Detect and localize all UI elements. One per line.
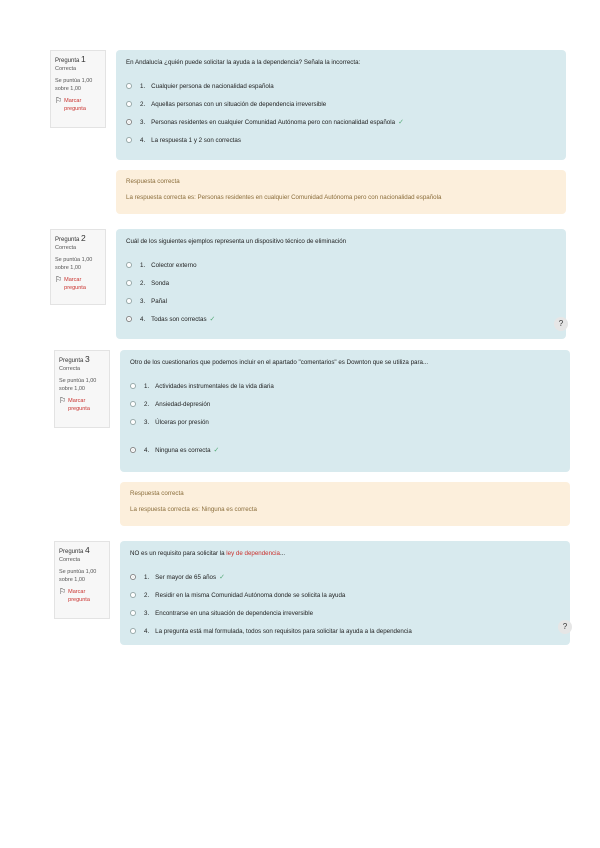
answer-option-3[interactable]: 3. Encontrarse en una situación de dependencia irreversible [130, 604, 560, 622]
question-state: Correcta [55, 66, 77, 72]
answer-option-1[interactable]: 1. Ser mayor de 65 años ✓ [130, 568, 560, 586]
check-circle-icon: ✓ [209, 316, 216, 323]
answer-option-1[interactable]: 1. Cualquier persona de nacionalidad española [126, 77, 556, 95]
question-state: Correcta [59, 366, 81, 372]
flag-question-link[interactable]: ⚐ Marcar pregunta [59, 587, 90, 603]
flag-icon: ⚐ [59, 587, 67, 596]
question-text: NO es un requisito para solicitar la ley de dependencia... [130, 550, 286, 557]
flag-icon: ⚐ [59, 396, 67, 405]
highlight-link[interactable]: ley de dependencia [226, 550, 280, 557]
feedback-title: Respuesta correcta [126, 178, 180, 185]
question-info-3 [54, 350, 110, 428]
radio-button[interactable] [126, 137, 132, 143]
check-circle-icon: ✓ [213, 447, 220, 454]
radio-button[interactable] [126, 83, 132, 89]
radio-button[interactable] [126, 101, 132, 107]
radio-button-selected[interactable] [126, 316, 132, 322]
radio-button[interactable] [130, 610, 136, 616]
flag-icon: ⚐ [55, 96, 63, 105]
answer-option-1[interactable]: 1. Actividades instrumentales de la vida diaria [130, 377, 560, 395]
feedback-text: La respuesta correcta es: Personas residentes en cualquier Comunidad Autónoma pero con nacionalidad española [126, 194, 442, 201]
question-state: Correcta [59, 557, 81, 563]
radio-button[interactable] [130, 628, 136, 634]
question-text: Cuál de los siguientes ejemplos representa un dispositivo técnico de eliminación [126, 238, 347, 245]
answer-option-1[interactable]: 1. Colector externo [126, 256, 556, 274]
question-state: Correcta [55, 245, 77, 251]
question-box-3 [120, 350, 570, 472]
help-icon[interactable]: ? [558, 620, 572, 634]
radio-button[interactable] [130, 592, 136, 598]
feedback-box-1 [116, 170, 566, 214]
question-number: Pregunta 4 [59, 545, 90, 555]
answer-option-3[interactable]: 3. Pañal [126, 292, 556, 310]
radio-button[interactable] [126, 280, 132, 286]
question-text: Otro de los cuestionarios que podemos incluir en el apartado "comentarios" es Downton que se utiliza para... [130, 359, 429, 366]
flag-question-link[interactable]: ⚐ Marcar pregunta [55, 96, 86, 112]
answer-option-4[interactable]: 4. La respuesta 1 y 2 son correctas [126, 131, 556, 149]
radio-button[interactable] [130, 419, 136, 425]
answer-option-2[interactable]: 2. Aquellas personas con un situación de dependencia irreversible [126, 95, 556, 113]
radio-button[interactable] [126, 262, 132, 268]
help-icon[interactable]: ? [554, 317, 568, 331]
radio-button-selected[interactable] [126, 119, 132, 125]
radio-button[interactable] [126, 298, 132, 304]
feedback-title: Respuesta correcta [130, 490, 184, 497]
question-grade: Se puntúa 1,00 sobre 1,00 [55, 78, 93, 92]
answer-option-4[interactable]: 4. Ninguna es correcta ✓ [130, 441, 560, 459]
question-grade: Se puntúa 1,00 sobre 1,00 [59, 569, 97, 583]
answer-option-4[interactable]: 4. La pregunta está mal formulada, todos son requisitos para solicitar la ayuda a la dependencia [130, 622, 560, 640]
radio-button[interactable] [130, 383, 136, 389]
feedback-box-3 [120, 482, 570, 526]
question-info-1 [50, 50, 106, 128]
question-text: En Andalucía ¿quién puede solicitar la ayuda a la dependencia? Señala la incorrecta: [126, 59, 361, 66]
answer-option-2[interactable]: 2. Residir en la misma Comunidad Autónoma donde se solicita la ayuda [130, 586, 560, 604]
question-box-4 [120, 541, 570, 645]
question-box-2 [116, 229, 566, 339]
question-number: Pregunta 1 [55, 54, 86, 64]
check-circle-icon: ✓ [398, 119, 404, 126]
radio-button[interactable] [130, 401, 136, 407]
radio-button-selected[interactable] [130, 447, 136, 453]
answer-option-3[interactable]: 3. Úlceras por presión [130, 413, 560, 431]
answer-option-4[interactable]: 4. Todas son correctas ✓ [126, 310, 556, 328]
flag-icon: ⚐ [55, 275, 63, 284]
question-grade: Se puntúa 1,00 sobre 1,00 [55, 257, 93, 271]
answer-option-2[interactable]: 2. Ansiedad-depresión [130, 395, 560, 413]
question-info-4 [54, 541, 110, 619]
question-number: Pregunta 3 [59, 354, 90, 364]
answer-option-3[interactable]: 3. Personas residentes en cualquier Comunidad Autónoma pero con nacionalidad española ✓ [126, 113, 556, 131]
question-number: Pregunta 2 [55, 233, 86, 243]
question-box-1 [116, 50, 566, 160]
flag-question-link[interactable]: ⚐ Marcar pregunta [59, 396, 90, 412]
feedback-text: La respuesta correcta es: Ninguna es correcta [130, 506, 257, 513]
question-info-2 [50, 229, 106, 305]
answer-option-2[interactable]: 2. Sonda [126, 274, 556, 292]
flag-question-link[interactable]: ⚐ Marcar pregunta [55, 275, 86, 291]
check-circle-icon: ✓ [219, 574, 225, 581]
radio-button-selected[interactable] [130, 574, 136, 580]
question-grade: Se puntúa 1,00 sobre 1,00 [59, 378, 97, 392]
